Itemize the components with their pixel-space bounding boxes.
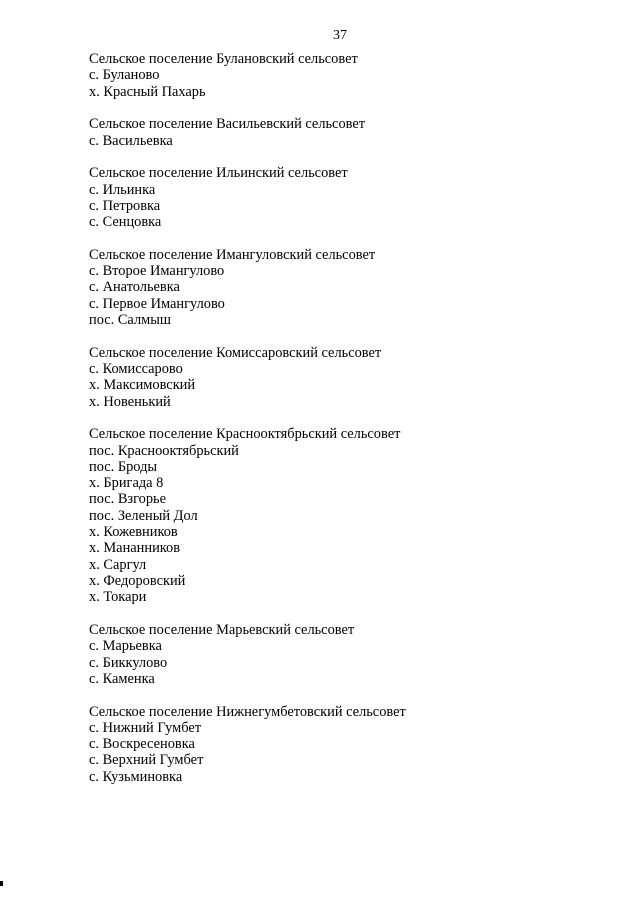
settlement-item: пос. Салмыш: [89, 312, 171, 329]
settlement-item: с. Марьевка: [89, 638, 162, 655]
settlement-group: [89, 116, 609, 149]
settlement-group: [89, 345, 609, 410]
settlement-heading: Сельское поселение Марьевский сельсовет: [89, 621, 355, 638]
settlement-item: с. Петровка: [89, 197, 161, 214]
page-number: 37: [333, 28, 347, 43]
settlement-group: [89, 165, 609, 230]
settlement-item: с. Каменка: [89, 670, 155, 687]
settlement-item: с. Васильевка: [89, 132, 173, 149]
settlement-item: х. Саргул: [89, 556, 147, 573]
settlement-group: [89, 704, 609, 785]
settlement-item: с. Комиссарово: [89, 361, 183, 378]
settlement-item: с. Сенцовка: [89, 214, 162, 231]
settlement-item: х. Федоровский: [89, 572, 186, 589]
settlement-list: [89, 51, 609, 801]
settlement-heading: Сельское поселение Комиссаровский сельсовет: [89, 344, 382, 361]
settlement-heading: Сельское поселение Васильевский сельсовет: [89, 116, 366, 133]
settlement-item: с. Нижний Гумбет: [89, 719, 202, 736]
settlement-item: х. Красный Пахарь: [89, 83, 206, 100]
settlement-group: [89, 247, 609, 328]
settlement-item: пос. Зеленый Дол: [89, 507, 198, 524]
settlement-item: х. Мананников: [89, 540, 181, 557]
scan-mark: [0, 881, 3, 886]
settlement-item: с. Ильинка: [89, 181, 156, 198]
settlement-item: с. Верхний Гумбет: [89, 752, 204, 769]
settlement-item: с. Буланово: [89, 67, 160, 84]
settlement-heading: Сельское поселение Ильинский сельсовет: [89, 165, 348, 182]
settlement-item: х. Бригада 8: [89, 475, 164, 492]
settlement-group: [89, 426, 609, 605]
settlement-item: х. Кожевников: [89, 524, 178, 541]
settlement-group: [89, 51, 609, 100]
settlement-group: [89, 622, 609, 687]
settlement-item: пос. Краснооктябрьский: [89, 442, 239, 459]
settlement-item: х. Максимовский: [89, 377, 196, 394]
settlement-heading: Сельское поселение Булановский сельсовет: [89, 51, 358, 67]
settlement-item: х. Новенький: [89, 393, 171, 410]
settlement-heading: Сельское поселение Имангуловский сельсовет: [89, 246, 376, 263]
settlement-item: с. Анатольевка: [89, 279, 180, 296]
settlement-item: с. Кузьминовка: [89, 768, 183, 785]
settlement-item: с. Биккулово: [89, 654, 168, 671]
settlement-item: с. Первое Имангулово: [89, 295, 225, 312]
settlement-item: пос. Броды: [89, 458, 158, 475]
settlement-item: пос. Взгорье: [89, 491, 167, 508]
settlement-heading: Сельское поселение Краснооктябрьский сельсовет: [89, 426, 401, 443]
settlement-heading: Сельское поселение Нижнегумбетовский сельсовет: [89, 703, 406, 720]
settlement-item: с. Воскресеновка: [89, 736, 195, 753]
settlement-item: с. Второе Имангулово: [89, 263, 225, 280]
settlement-item: х. Токари: [89, 589, 147, 606]
